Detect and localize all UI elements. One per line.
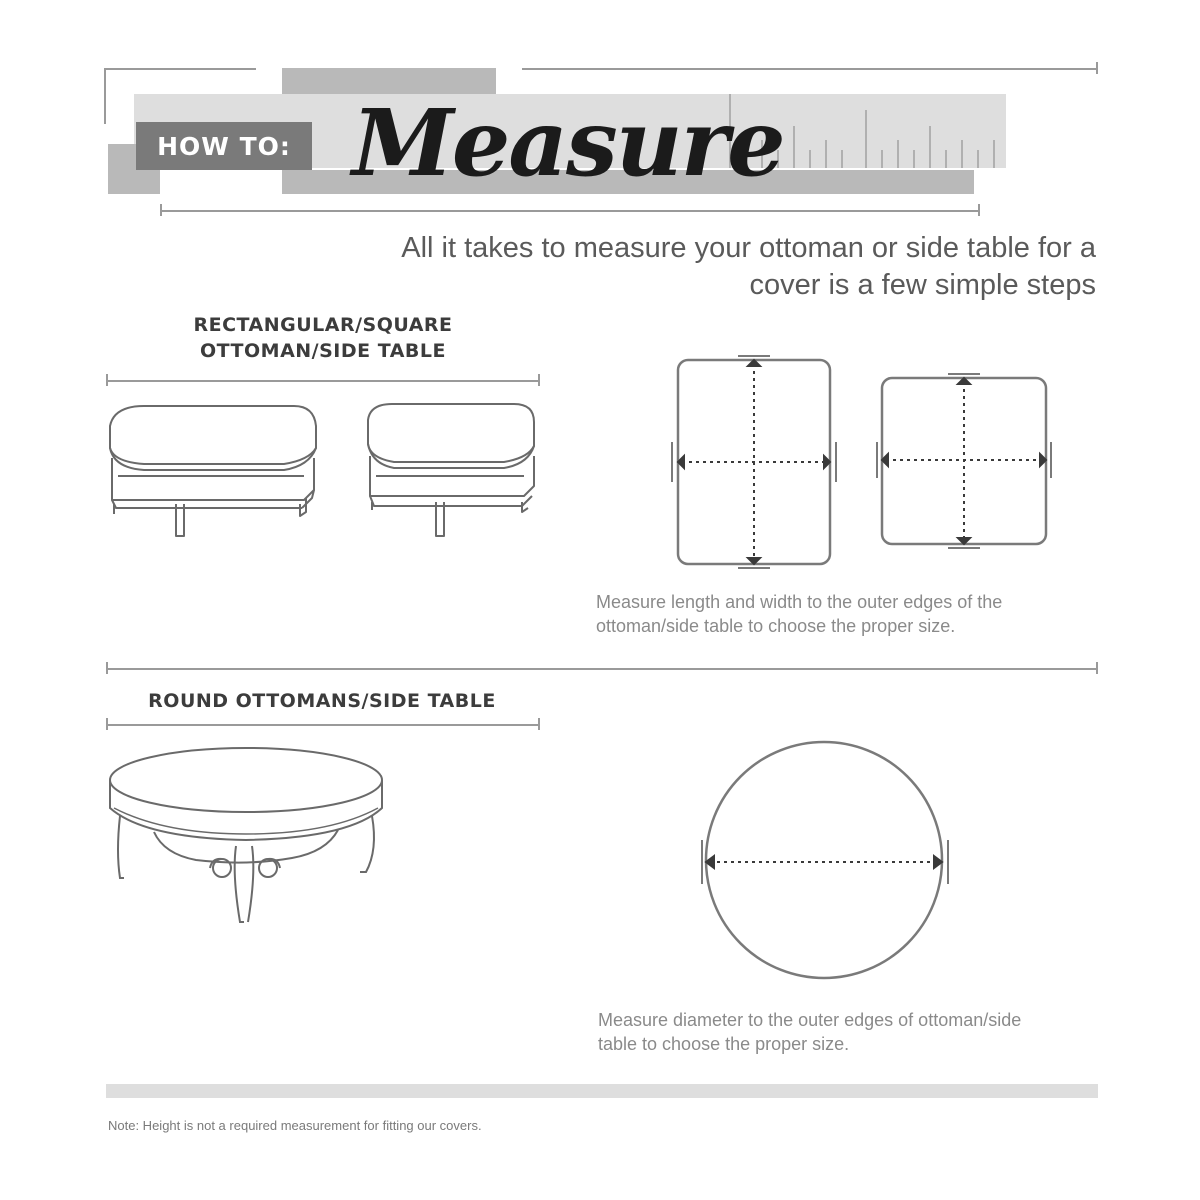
- section-tick: [106, 662, 108, 674]
- section-tick: [538, 374, 540, 386]
- caption-line: Measure length and width to the outer edges of the: [596, 592, 1003, 612]
- rectangle-measure-diagram: [670, 352, 840, 572]
- section-tick: [1096, 662, 1098, 674]
- caption-line: ottoman/side table to choose the proper size.: [596, 616, 956, 636]
- round-ottoman-illustration: [104, 742, 394, 932]
- caption-line: Measure diameter to the outer edges of ottoman/side: [598, 1010, 1022, 1030]
- intro-line: All it takes to measure your ottoman or side table for a: [401, 232, 1096, 264]
- rectangular-ottoman-illustration: [104, 396, 334, 546]
- section-tick: [106, 374, 108, 386]
- section-tick: [106, 718, 108, 730]
- caption-line: table to choose the proper size.: [598, 1034, 850, 1054]
- footer-note: Note: Height is not a required measurement for fitting our covers.: [108, 1118, 482, 1133]
- round-caption: [598, 1008, 1098, 1056]
- section-title-line: OTTOMAN/SIDE TABLE: [200, 340, 446, 362]
- section-title-line: RECTANGULAR/SQUARE: [193, 314, 453, 336]
- section-rule: [106, 380, 540, 382]
- square-ottoman-illustration: [364, 396, 544, 546]
- section-title-rectangular: [150, 312, 496, 364]
- intro-line: cover is a few simple steps: [749, 269, 1096, 301]
- circle-diameter-diagram: [698, 736, 958, 986]
- page-title: Measure: [352, 89, 784, 197]
- section-title-round: ROUND OTTOMANS/SIDE TABLE: [148, 690, 496, 712]
- howto-badge: HOW TO:: [136, 122, 312, 170]
- footer-bar: [106, 1084, 1098, 1098]
- square-measure-diagram: [874, 372, 1054, 552]
- section-divider: [106, 668, 1098, 670]
- section-tick: [538, 718, 540, 730]
- rectangular-caption: [596, 590, 1096, 638]
- intro-text: [336, 230, 1096, 304]
- section-rule: [106, 724, 540, 726]
